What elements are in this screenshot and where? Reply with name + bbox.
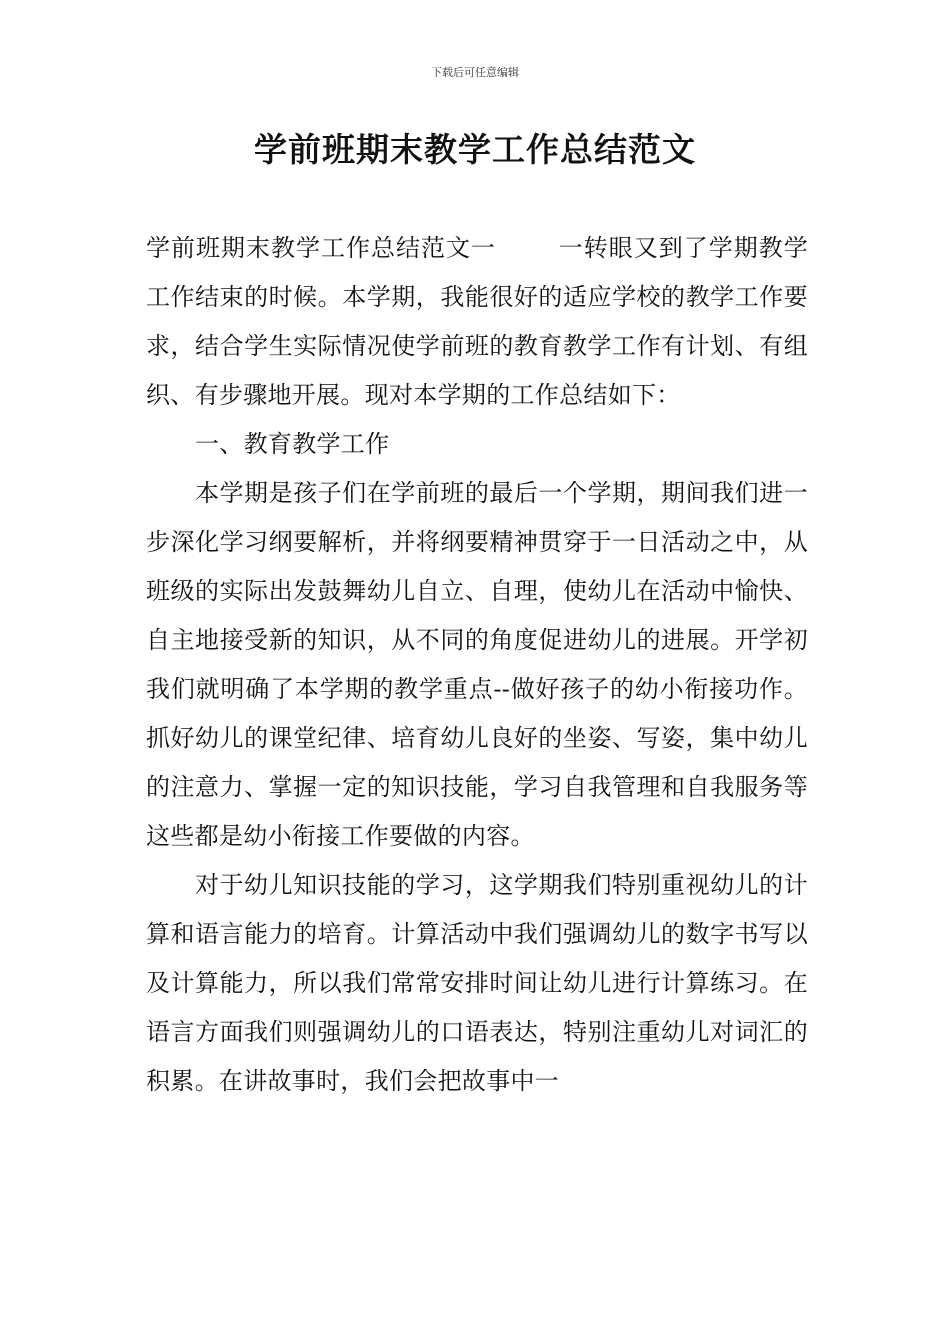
section-heading: 一、教育教学工作 [195, 430, 390, 458]
body-paragraph: 对于幼儿知识技能的学习，这学期我们特别重视幼儿的计算和语言能力的培育。计算活动中我们强调幼儿的数字书写以及计算能力，所以我们常常安排时间让幼儿进行计算练习。在语言方面我们则强调幼儿的口语表达，特别注重幼儿对词汇的积累。在讲故事时，我们会把故事中一 [146, 871, 808, 1095]
header-note: 下载后可任意编辑 [431, 66, 519, 79]
intro-lead: 学前班期末教学工作总结范文一 [146, 234, 496, 262]
document-body [146, 224, 808, 1106]
body-paragraph: 本学期是孩子们在学前班的最后一个学期，期间我们进一步深化学习纲要解析，并将纲要精神贯穿于一日活动之中，从班级的实际出发鼓舞幼儿自立、自理，使幼儿在活动中愉快、自主地接受新的知识，从不同的角度促进幼儿的进展。开学初我们就明确了本学期的教学重点--做好孩子的幼小衔接功作。抓好幼儿的课堂纪律、培育幼儿良好的坐姿、写姿，集中幼儿的注意力、掌握一定的知识技能，学习自我管理和自我服务等这些都是幼小衔接工作要做的内容。 [146, 479, 808, 850]
intro-paragraph [146, 224, 808, 420]
document-title: 学前班期末教学工作总结范文 [254, 130, 696, 169]
intro-text: 一转眼又到了学期教学工作结束的时候。本学期，我能很好的适应学校的教学工作要求，结合学生实际情况使学前班的教育教学工作有计划、有组织、有步骤地开展。现对本学期的工作总结如下： [146, 234, 808, 409]
